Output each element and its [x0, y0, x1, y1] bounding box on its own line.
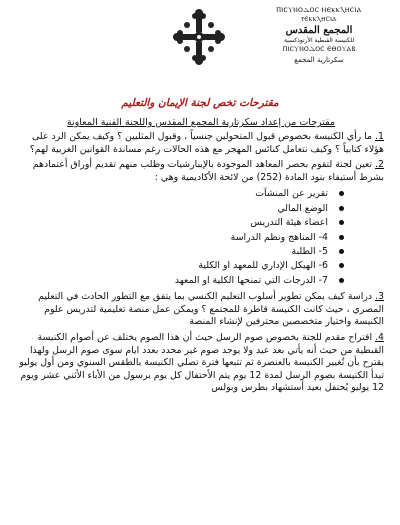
document-subtitle: مقترحات من إعداد سكرتارية المجمع المقدس واللجنة الفنية المعاونة — [66, 117, 336, 128]
synod-letterhead — [250, 6, 388, 92]
paragraph-text: ما رأي الكنيسة بخصوص قبول المتحولين جنسياً ، وقبول المثليين ؟ وكيف يمكن الرد على هؤلاء كتابياً ؟ وكيف نتعامل كنائس المهجر مع هذه الحالات رغم مساندة القوانين الغربية لهم؟ — [29, 131, 384, 155]
requirements-list — [18, 187, 384, 288]
paragraph-4 — [18, 332, 384, 395]
paragraph-number: 3. — [375, 291, 384, 303]
document-body — [18, 131, 384, 398]
coptic-top-text: ⲠⲒⲤⲨⲚⲞⲆⲞⲤ ⲚⲈⲔⲔⲖⲎⲤⲒⲀ — [276, 6, 362, 14]
list-item: اعضاء هيئة التدريس — [18, 216, 344, 230]
list-item: 6- الهيكل الإداري للمعهد او الكلية — [18, 259, 344, 273]
paragraph-text: تعين لجنة لتقوم بحصر المعاهد الموجودة بالإيبارشيات وطلب منهم تقديم أوراق أعتمادهم بشرط أستيفاء بنود المادة (252) من لائحة الأكاديمية وهي : — [32, 159, 384, 183]
paragraph-text: اقتراح مقدم للجنة بخصوص صوم الرسل حيث أن هذا الصوم يختلف عن أصوام الكنيسة القبطية من حيث أنه يأتي بعد عيد ولا يوجد صوم غير محدد بعدد ايام سوى صوم الرسل ولهذا يقترح بأن تُغيير الكنيسة بالعنصرة ثم تتبعها فترة تصلي الكنيسة بالطقس السنوي ومن أول يوليو تبدأ الكنيسة بصوم الرسل لمدة 12 يوم يتم الأحتفال كل يوم برسول من الأباء الأثني عشر ويوم 12 يوليو يُحتفل بعيد أستشهاد بطرس وبولس — [19, 332, 384, 394]
org-subtitle: للكنيسة القبطية الأرثوذكسية — [283, 37, 355, 44]
list-item: 4- المناهج ونظم الدراسة — [18, 231, 344, 245]
list-item: 5- الطلبة — [18, 245, 344, 259]
list-item: 7- الدرجات التي تمنحها الكلية او المعهد — [18, 274, 344, 288]
list-item: تقرير عن المنشآت — [18, 187, 344, 201]
paragraph-text: دراسة كيف يمكن تطوير أسلوب التعليم الكنسي بما يتفق مع التطور الحادث في التعليم المصري ، حيث كانت الكنيسة قاطرة للمجتمع ؟ ويمكن عمل منصة تعليمية لتدريس علوم الكنيسة واختيار متخصصين محترفين لإنشاء المنصة — [38, 291, 384, 328]
coptic-cross-emblem — [172, 8, 226, 66]
paragraph-1 — [18, 131, 384, 156]
paragraph-number: 4. — [375, 332, 384, 343]
paragraph-2 — [18, 159, 384, 184]
paragraph-number: 2. — [375, 159, 384, 171]
coptic-heading-top — [250, 6, 388, 15]
document-title: مقترحات تخص لجنة الإيمان والتعليم — [121, 97, 279, 109]
cross-icon — [172, 8, 226, 66]
coptic-heading-top-right: ϮⲈⲔⲔⲖⲎⲤⲒⲀ — [301, 16, 337, 23]
paragraph-number: 1. — [375, 131, 384, 142]
paragraph-3 — [18, 291, 384, 329]
list-item: الوضع المالي — [18, 202, 344, 216]
secretariat-label: سكرتارية المجمع — [294, 56, 344, 64]
org-name: المجمع المقدس — [285, 25, 353, 36]
coptic-heading-bottom: ⲠⲒⲤⲨⲚⲞⲆⲞⲤ ⲈⲐⲞⲨⲀⲂ — [282, 45, 356, 53]
